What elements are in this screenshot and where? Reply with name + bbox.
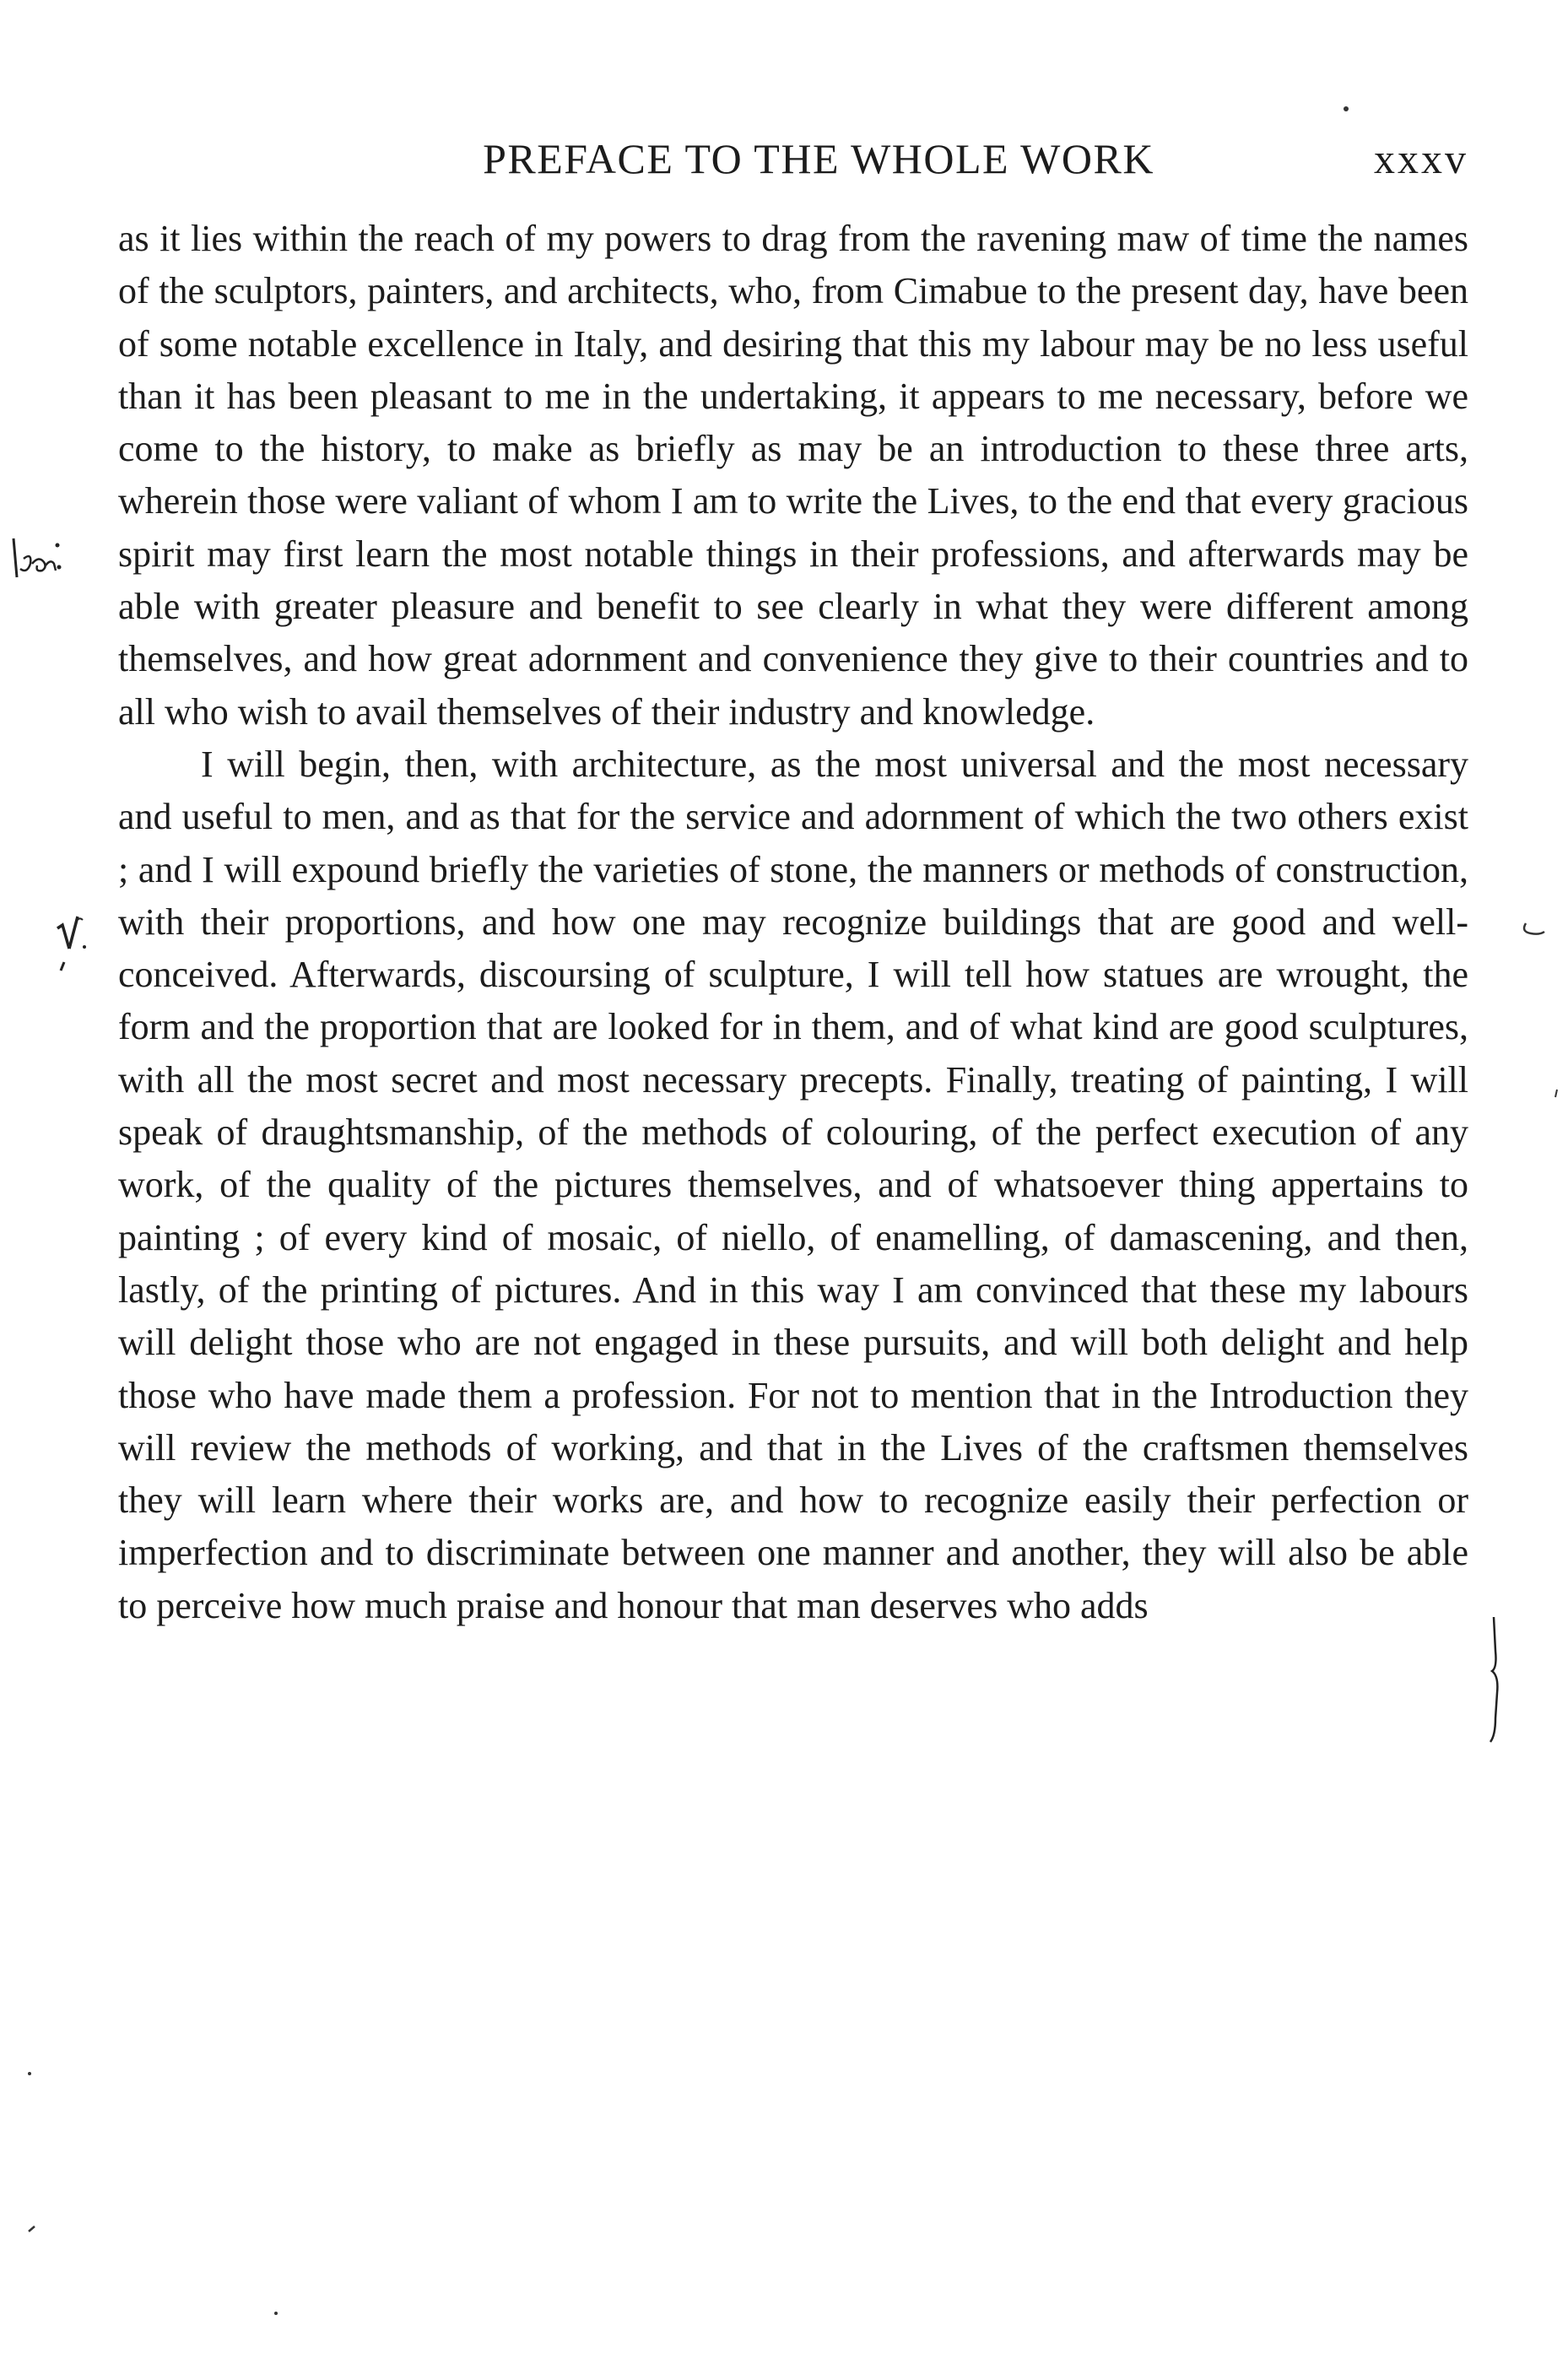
speck: [1342, 105, 1350, 113]
right-margin-bracket: [1489, 1617, 1506, 1744]
dot-icon: [25, 2069, 34, 2078]
handwritten-y-mark-icon: [52, 910, 103, 977]
left-margin-mark: [52, 910, 103, 977]
dot-icon: [1342, 105, 1350, 113]
scribble-handwriting-icon: [5, 530, 64, 589]
right-margin-mark: [1519, 918, 1553, 944]
left-margin-scribble: [5, 530, 64, 589]
curl-mark-icon: [1519, 918, 1553, 944]
running-title: PREFACE TO THE WHOLE WORK: [483, 135, 1154, 182]
speck: [27, 2225, 37, 2233]
speck: [25, 2069, 34, 2078]
paragraph-architecture: I will begin, then, with architecture, as the most universal and the most necessary and useful to men, and as that for the service and adornment of which the two others exist ; and I will expound briefly the varieties of stone, the manners or methods of construction, with their proportions, and how one may recognize buildings that are good and well-conceived. Afterwards, discoursing of sculpture, I will tell how statues are wrought, the form and the proportion that are looked for in them, and of what kind are good sculptures, with all the most secret and most necessary precepts. Finally, treating of painting, I will speak of draughtsmanship, of the methods of colouring, of the perfect execution of any work, of the quality of the pictures themselves, and of whatsoever thing appertains to painting ; of every kind of mosaic, of niello, of enamelling, of damascening, and then, lastly, of the printing of pictures. And in this way I am convinced that these my labours will delight those who are not engaged in these pursuits, and will both delight and help those who have made them a profession. For not to mention that in the Introduction they will review the methods of working, and that in the Lives of the craftsmen themselves they will learn where their works are, and how to recognize easily their perfection or imperfection and to discriminate between one manner and another, they will also be able to perceive how much praise and honour that man deserves who adds: [118, 743, 1468, 1626]
dot-icon: [272, 2309, 280, 2318]
bracket-line-icon: [1489, 1617, 1506, 1744]
body-text: [118, 213, 1468, 1632]
speck: [272, 2309, 280, 2318]
speck: [1553, 1089, 1561, 1099]
page-number: xxxv: [1374, 135, 1468, 182]
dot-icon: [1553, 1089, 1561, 1099]
paragraph-continuation: as it lies within the reach of my powers to drag from the ravening maw of time the names of the sculptors, painters, and architects, who, from Cimabue to the present day, have been of some notable excellence in Italy, and desiring that this my labour may be no less useful than it has been pleasant to me in the undertaking, it appears to me necessary, before we come to the history, to make as briefly as may be an introduction to these three arts, wherein those were valiant of whom I am to write the Lives, to the end that every gracious spirit may first learn the most notable things in their professions, and afterwards may be able with greater pleasure and benefit to see clearly in what they were different among themselves, and how great adornment and convenience they give to their countries and to all who wish to avail themselves of their industry and knowledge.: [118, 218, 1468, 733]
dot-icon: [27, 2225, 37, 2233]
